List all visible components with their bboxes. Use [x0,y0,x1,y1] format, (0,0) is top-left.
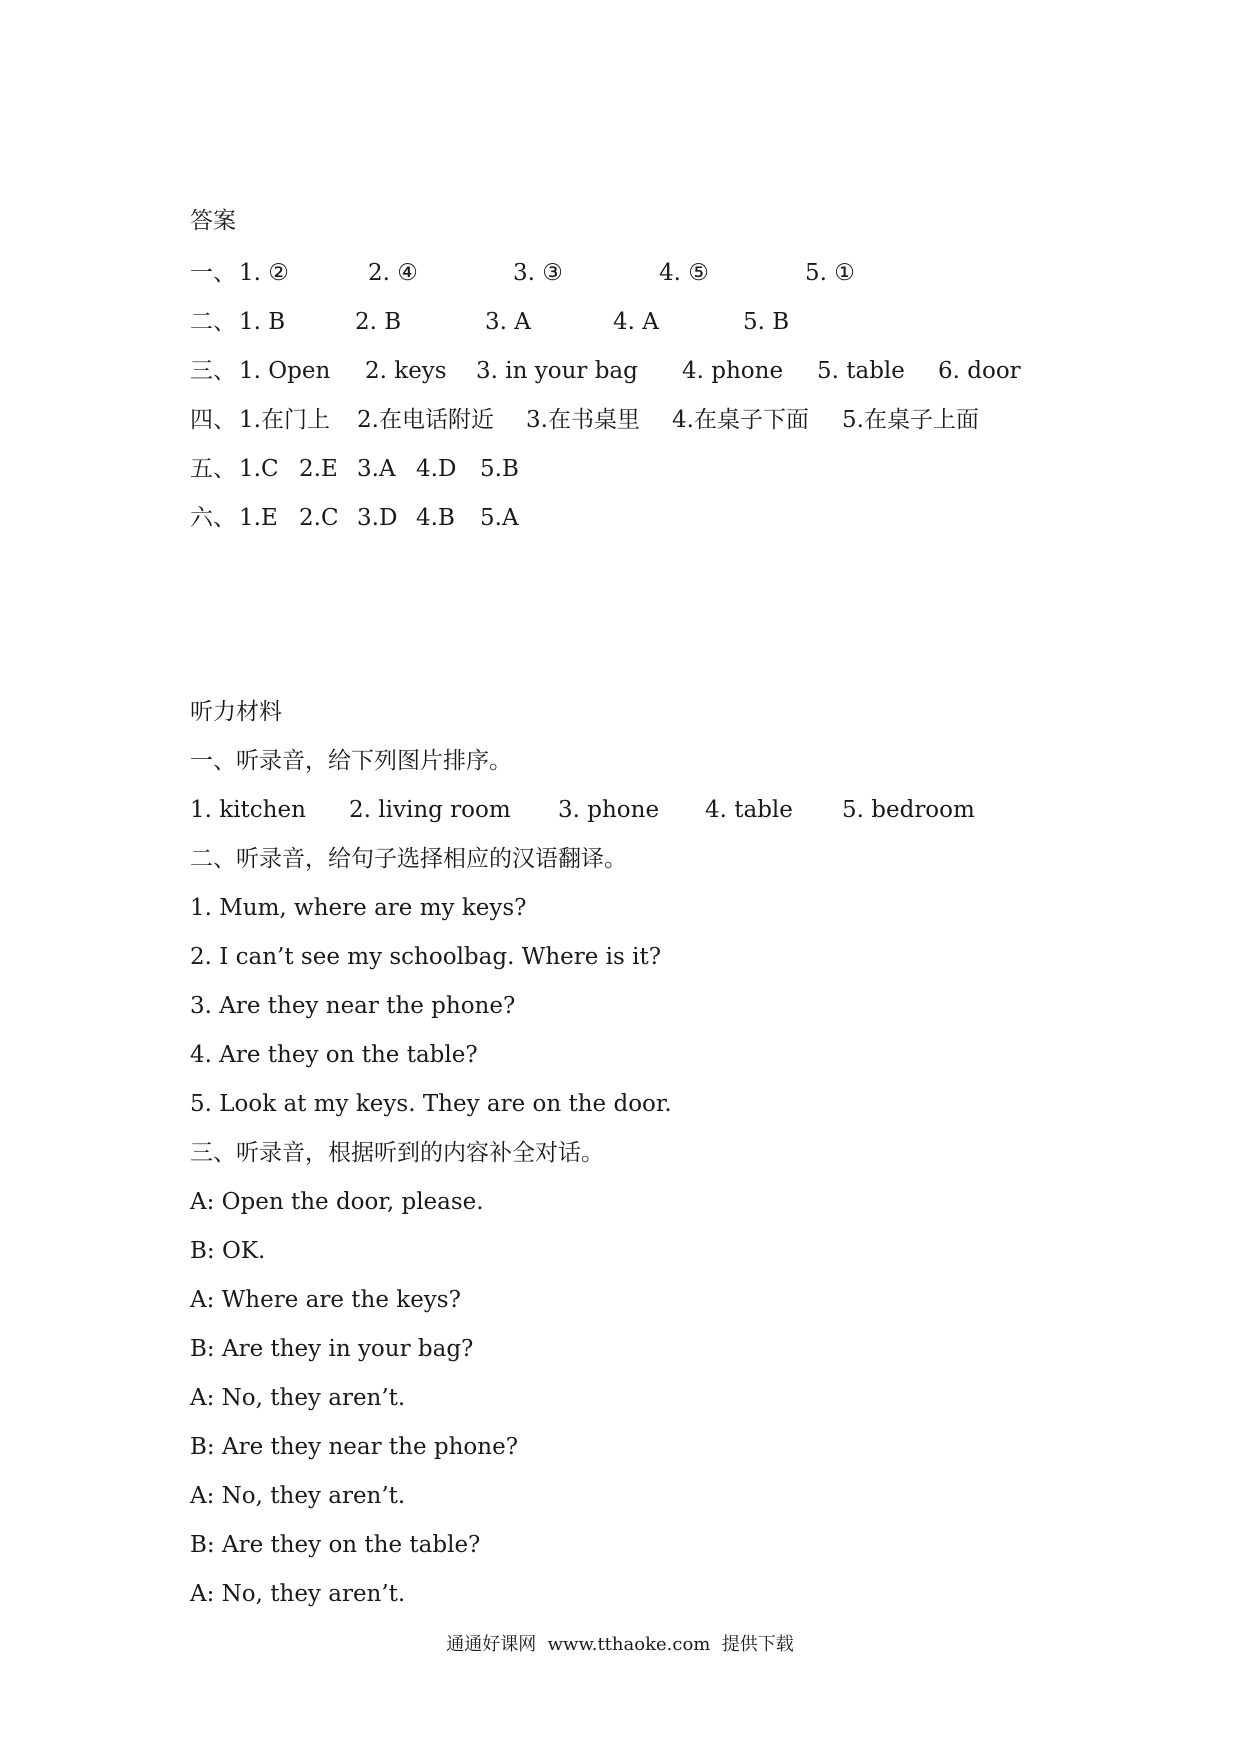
answer-item: 5.在桌子上面 [842,407,979,433]
answer-item: 3.A [357,456,396,482]
word-item: 3. phone [558,797,660,823]
answer-item: 4.B [416,505,455,531]
answer-item: 3. in your bag [476,358,638,384]
answer-item: 2.在电话附近 [357,407,494,433]
answer-item: 1. ② [239,260,289,286]
answer-item: 2. B [355,309,402,335]
answer-item: 3.在书桌里 [526,407,640,433]
sentence-item: 5. Look at my keys. They are on the door. [190,1091,672,1117]
dialogue-line: B: Are they on the table? [190,1532,481,1558]
answer-row-prefix: 五、 [190,456,236,482]
sentence-item: 3. Are they near the phone? [190,993,516,1019]
answer-row-prefix: 六、 [190,505,236,531]
answer-item: 2. ④ [368,260,418,286]
answer-row-prefix: 二、 [190,309,236,335]
answer-item: 4. A [613,309,659,335]
dialogue-line: B: Are they near the phone? [190,1434,519,1460]
word-item: 1. kitchen [190,797,306,823]
section-3-heading: 三、听录音，根据听到的内容补全对话。 [190,1140,604,1166]
listening-title: 听力材料 [190,699,282,725]
answer-item: 5. table [817,358,905,384]
section-2-heading: 二、听录音，给句子选择相应的汉语翻译。 [190,846,627,872]
answer-row-prefix: 一、 [190,260,236,286]
answers-title: 答案 [190,208,236,234]
answer-item: 1. Open [239,358,331,384]
dialogue-line: A: No, they aren’t. [190,1483,406,1509]
answer-item: 5. ① [805,260,855,286]
answer-item: 1. B [239,309,286,335]
answer-item: 3.D [357,505,398,531]
dialogue-line: B: OK. [190,1238,266,1264]
word-item: 5. bedroom [842,797,975,823]
word-item: 4. table [705,797,793,823]
answer-item: 1.在门上 [239,407,330,433]
answer-item: 2.C [299,505,339,531]
dialogue-line: A: Where are the keys? [190,1287,461,1313]
answer-item: 1.C [239,456,279,482]
answer-row-prefix: 三、 [190,358,236,384]
answer-item: 4.在桌子下面 [672,407,809,433]
dialogue-line: A: No, they aren’t. [190,1385,406,1411]
answer-item: 4.D [416,456,457,482]
answer-item: 4. ⑤ [659,260,709,286]
answer-item: 5. B [743,309,790,335]
answer-item: 3. ③ [513,260,563,286]
sentence-item: 4. Are they on the table? [190,1042,478,1068]
word-item: 2. living room [349,797,511,823]
answer-item: 2.E [299,456,338,482]
answer-item: 1.E [239,505,278,531]
answer-item: 6. door [938,358,1021,384]
answer-item: 5.A [480,505,519,531]
answer-item: 5.B [480,456,519,482]
sentence-item: 1. Mum, where are my keys? [190,895,527,921]
answer-row-prefix: 四、 [190,407,236,433]
answer-item: 4. phone [682,358,784,384]
section-1-heading: 一、听录音，给下列图片排序。 [190,748,512,774]
dialogue-line: A: No, they aren’t. [190,1581,406,1607]
page-footer: 通通好课网 www.tthaoke.com 提供下载 [446,1634,794,1655]
answer-item: 3. A [485,309,531,335]
answer-item: 2. keys [365,358,447,384]
dialogue-line: B: Are they in your bag? [190,1336,474,1362]
dialogue-line: A: Open the door, please. [190,1189,484,1215]
sentence-item: 2. I can’t see my schoolbag. Where is it? [190,944,662,970]
